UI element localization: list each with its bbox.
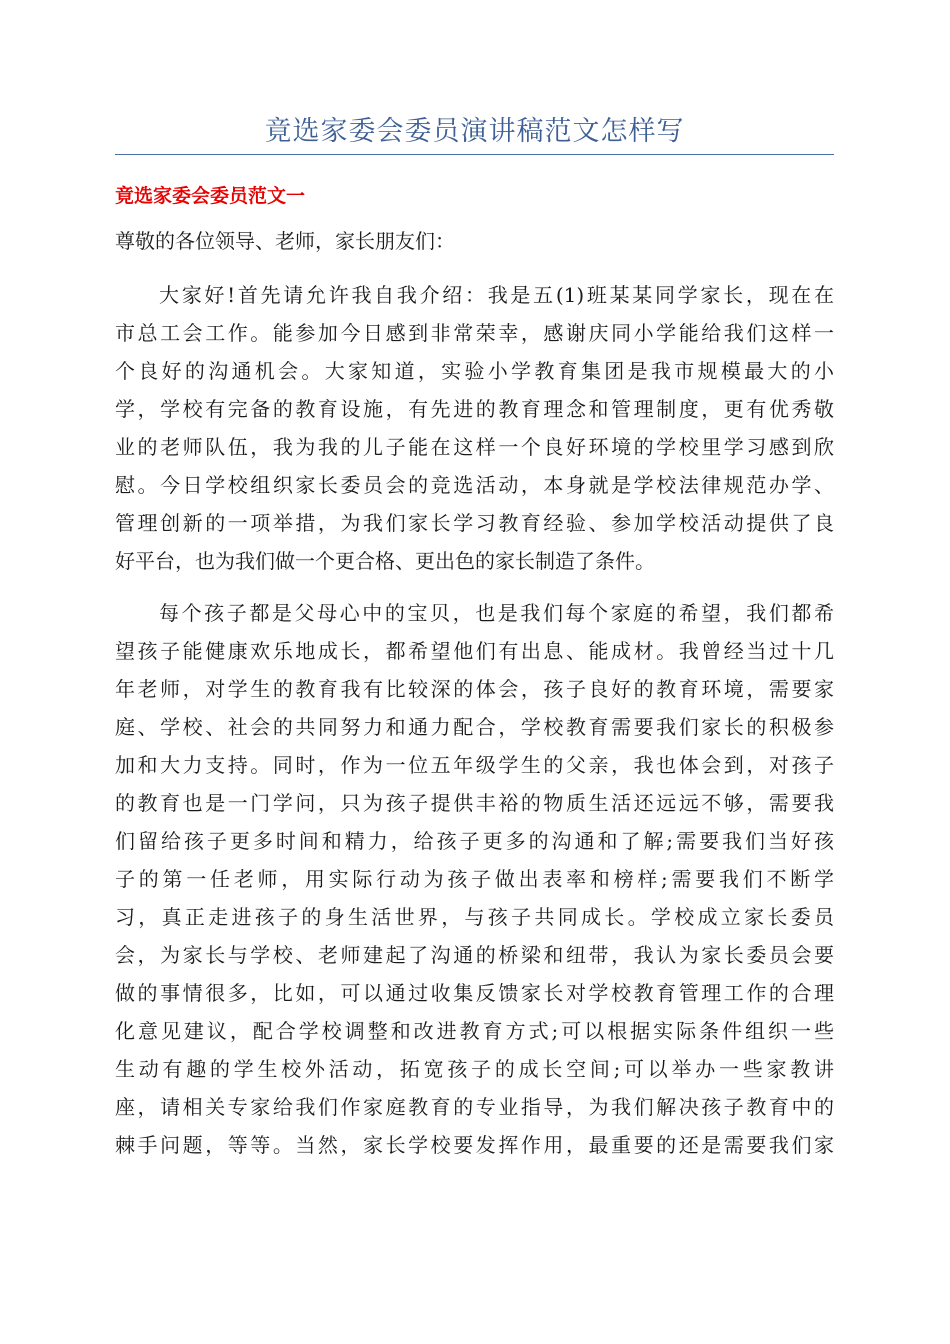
paragraph-line: 棘手问题，等等。当然，家长学校要发挥作用，最重要的还是需要我们家 [115,1133,834,1157]
paragraph-line: 座，请相关专家给我们作家庭教育的专业指导，为我们解决孩子教育中的 [115,1095,834,1119]
paragraph-line: 生动有趣的学生校外活动，拓宽孩子的成长空间;可以举办一些家教讲 [115,1057,834,1081]
paragraph-line: 业的老师队伍，我为我的儿子能在这样一个良好环境的学校里学习感到欣 [115,435,834,459]
paragraph-line: 好平台，也为我们做一个更合格、更出色的家长制造了条件。 [115,549,655,573]
paragraph-line: 习，真正走进孩子的身生活世界，与孩子共同成长。学校成立家长委员 [115,905,834,929]
paragraph-line: 慰。今日学校组织家长委员会的竞选活动，本身就是学校法律规范办学、 [115,473,834,497]
paragraph-line: 们留给孩子更多时间和精力，给孩子更多的沟通和了解;需要我们当好孩 [115,829,834,853]
paragraph-line: 加和大力支持。同时，作为一位五年级学生的父亲，我也体会到，对孩子 [115,753,834,777]
paragraph-2 [115,594,834,1164]
title-underline [115,154,834,155]
paragraph-line: 每个孩子都是父母心中的宝贝，也是我们每个家庭的希望，我们都希 [159,601,834,625]
paragraph-line: 学，学校有完备的教育设施，有先进的教育理念和管理制度，更有优秀敬 [115,397,834,421]
paragraph-line: 个良好的沟通机会。大家知道，实验小学教育集团是我市规模最大的小 [115,359,834,383]
paragraph-line: 子的第一任老师，用实际行动为孩子做出表率和榜样;需要我们不断学 [115,867,834,891]
paragraph-line: 市总工会工作。能参加今日感到非常荣幸，感谢庆同小学能给我们这样一 [115,321,834,345]
paragraph-1 [115,276,834,580]
paragraph-line: 望孩子能健康欢乐地成长，都希望他们有出息、能成材。我曾经当过十几 [115,639,834,663]
greeting-line: 尊敬的各位领导、老师，家长朋友们： [115,229,455,253]
paragraph-line: 大家好!首先请允许我自我介绍：我是五(1)班某某同学家长，现在在 [159,283,834,307]
paragraph-line: 会，为家长与学校、老师建起了沟通的桥梁和纽带，我认为家长委员会要 [115,943,834,967]
paragraph-line: 化意见建议，配合学校调整和改进教育方式;可以根据实际条件组织一些 [115,1019,834,1043]
document-title: 竟选家委会委员演讲稿范文怎样写 [264,116,685,147]
paragraph-line: 做的事情很多，比如，可以通过收集反馈家长对学校教育管理工作的合理 [115,981,834,1005]
paragraph-line: 的教育也是一门学问，只为孩子提供丰裕的物质生活还远远不够，需要我 [115,791,834,815]
paragraph-line: 年老师，对学生的教育我有比较深的体会，孩子良好的教育环境，需要家 [115,677,834,701]
paragraph-line: 庭、学校、社会的共同努力和通力配合，学校教育需要我们家长的积极参 [115,715,834,739]
paragraph-line: 管理创新的一项举措，为我们家长学习教育经验、参加学校活动提供了良 [115,511,834,535]
section-heading: 竟选家委会委员范文一 [115,185,306,207]
